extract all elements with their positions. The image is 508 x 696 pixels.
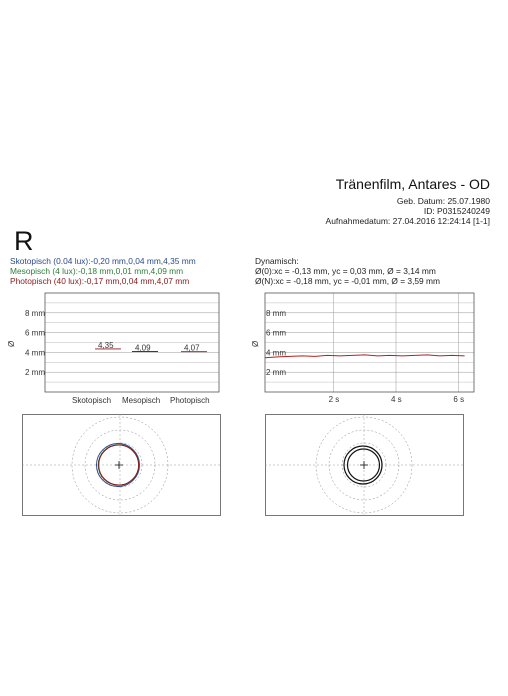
dynamic-pupil-chart — [251, 285, 508, 410]
right-grid — [265, 293, 474, 392]
y-tick-label: 8 mm — [25, 308, 45, 318]
value-label: 4,35 — [98, 340, 114, 350]
legend-photopisch: Photopisch (40 lux):-0,17 mm,0,04 mm,4,07 mm — [10, 276, 190, 286]
dynamic-final: Ø(N):xc = -0,18 mm, yc = -0,01 mm, Ø = 3,59 mm — [255, 276, 440, 286]
y-tick-label: 2 mm — [25, 368, 45, 378]
static-pupil-position-plot — [22, 414, 221, 516]
right-y-axis-label: Ø — [251, 340, 260, 347]
left-grid — [45, 303, 219, 382]
y-tick-label: 6 mm — [266, 328, 286, 338]
dynamic-heading: Dynamisch: — [255, 256, 299, 266]
dynamic-pupil-position-plot — [265, 414, 464, 516]
category-label: Skotopisch — [72, 396, 112, 405]
recording-date: Aufnahmedatum: 27.04.2016 12:24:14 [1-1] — [325, 216, 490, 226]
value-label: 4,09 — [135, 343, 151, 353]
x-tick-label: 2 s — [328, 395, 340, 404]
y-tick-label: 8 mm — [266, 308, 286, 318]
eye-label: R — [14, 226, 34, 256]
y-tick-label: 4 mm — [266, 348, 286, 358]
patient-id: ID: P0315240249 — [423, 206, 490, 216]
y-tick-label: 2 mm — [266, 368, 286, 378]
y-tick-label: 4 mm — [25, 348, 45, 358]
dynamic-diameter-line — [265, 355, 465, 358]
x-tick-label: 6 s — [453, 395, 465, 404]
legend-skotopisch: Skotopisch (0.04 lux):-0,20 mm,0,04 mm,4,35 mm — [10, 256, 196, 266]
left-y-axis-label: Ø — [7, 340, 16, 347]
legend-mesopisch: Mesopisch (4 lux):-0,18 mm,0,01 mm,4,09 mm — [10, 266, 184, 276]
static-pupil-chart — [0, 285, 254, 410]
birth-date: Geb. Datum: 25.07.1980 — [396, 196, 490, 206]
category-label: Mesopisch — [122, 396, 161, 405]
value-label: 4,07 — [184, 343, 200, 353]
category-label: Photopisch — [170, 396, 210, 405]
dynamic-initial: Ø(0):xc = -0,13 mm, yc = 0,03 mm, Ø = 3,14 mm — [255, 266, 436, 276]
report-title: Tränenfilm, Antares - OD — [335, 176, 490, 192]
y-tick-label: 6 mm — [25, 328, 45, 338]
x-tick-label: 4 s — [391, 395, 402, 404]
